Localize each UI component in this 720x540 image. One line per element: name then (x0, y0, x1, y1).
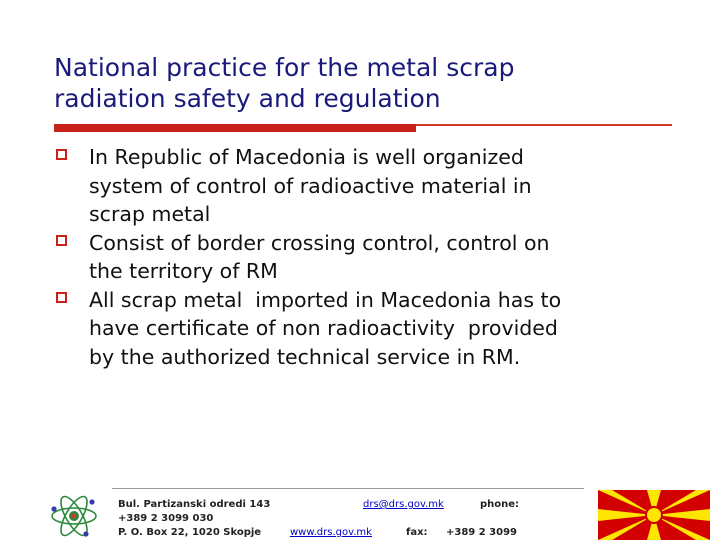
bullet-line: Consist of border crossing control, control on (89, 230, 550, 255)
footer-fax-value: +389 2 3099 (446, 527, 518, 538)
title-line-1: National practice for the metal scrap (54, 53, 515, 82)
bullet-line: have certificate of non radioactivity provided (89, 316, 558, 340)
footer-fax-label: fax: (406, 527, 428, 538)
bullet-square-icon (56, 235, 67, 246)
bullet-line: by the authorized technical service in RM. (89, 344, 521, 369)
footer-email-link[interactable]: drs@drs.gov.mk (363, 499, 444, 510)
footer-divider (112, 488, 584, 489)
footer-website-link[interactable]: www.drs.gov.mk (290, 527, 372, 538)
bullet-square-icon (56, 292, 67, 303)
bullet-line: system of control of radioactive material in (89, 173, 532, 198)
footer-address-line3: P. O. Box 22, 1020 Skopje (118, 527, 262, 538)
bullet-item-2 (54, 229, 674, 286)
macedonia-flag-icon (598, 490, 710, 540)
bullet-line: scrap metal (89, 202, 211, 226)
bullet-line: All scrap metal imported in Macedonia has to (89, 287, 562, 312)
bullet-line: the territory of RM (89, 259, 278, 283)
footer-address-line1: Bul. Partizanski odredi 143 (118, 499, 271, 510)
bullet-item-3 (54, 286, 674, 372)
bullet-line: In Republic of Macedonia is well organized (89, 145, 524, 169)
atom-logo-icon (46, 490, 102, 540)
footer-address-line2: +389 2 3099 030 (118, 513, 214, 524)
title-underline-accent (54, 124, 416, 132)
bullet-list (54, 143, 674, 371)
slide-title (54, 52, 674, 114)
bullet-item-1 (54, 143, 674, 229)
title-line-2: radiation safety and regulation (54, 84, 441, 113)
bullet-square-icon (56, 149, 67, 160)
footer-phone-label: phone: (480, 499, 520, 510)
